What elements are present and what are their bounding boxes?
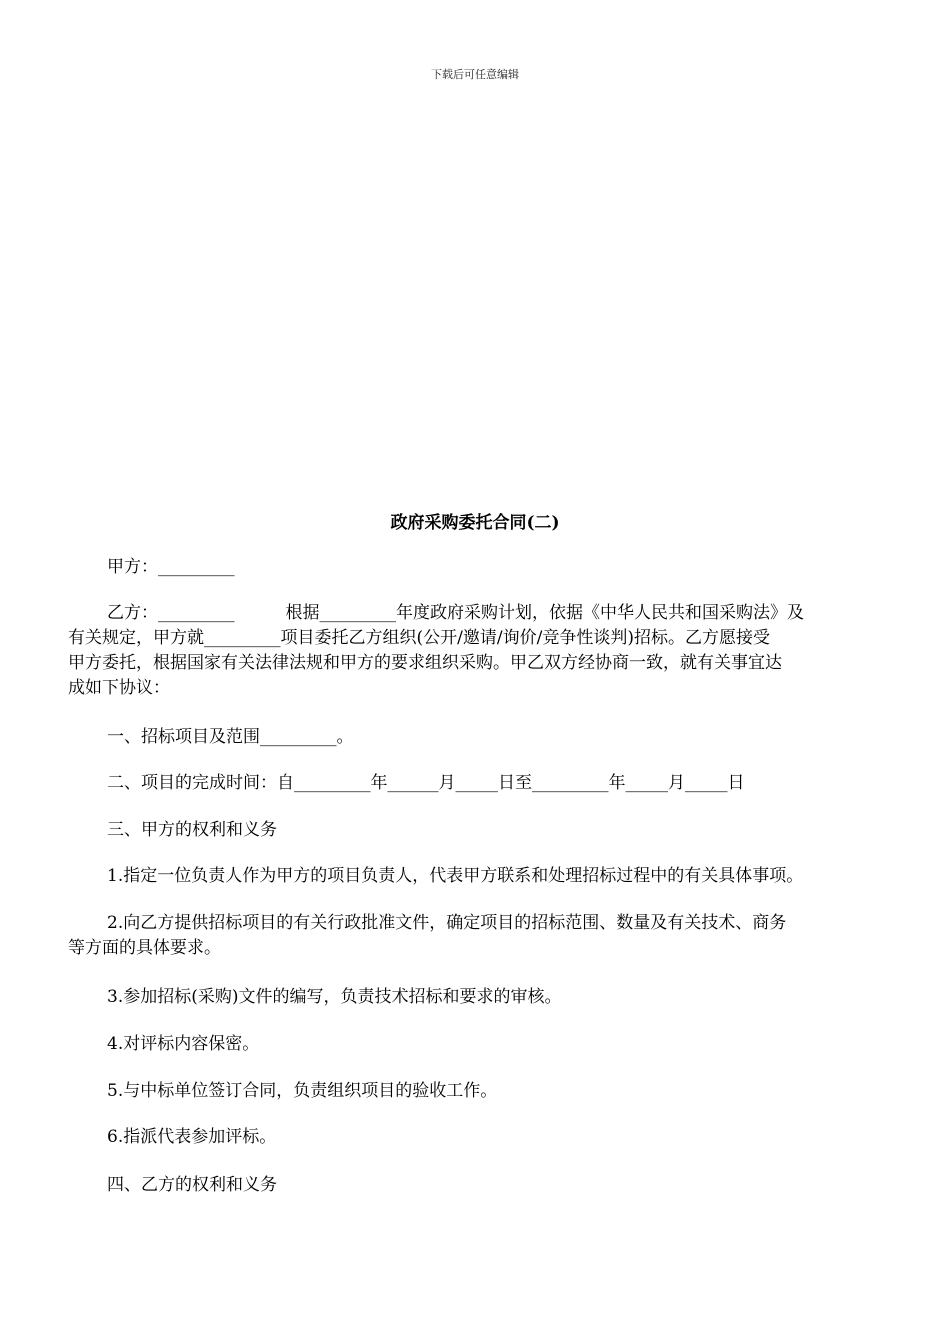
party-a-item-2-line-1: 2.向乙方提供招标项目的有关行政批准文件，确定项目的招标范围、数量及有关技术、商务	[107, 913, 787, 933]
party-b-line-1: 乙方：_________ 根据_________年度政府采购计划，依据《中华人民共和国采购法》及	[107, 603, 804, 623]
party-a-item-2	[68, 911, 888, 961]
party-b-line-2: 有关规定，甲方就_________项目委托乙方组织(公开/邀请/询价/竞争性谈判)招标。乙方愿接受	[68, 628, 770, 648]
party-b-line-3: 甲方委托，根据国家有关法律法规和甲方的要求组织采购。甲乙双方经协商一致，就有关事宜达	[68, 653, 782, 673]
party-a-item-1: 1.指定一位负责人作为甲方的项目负责人，代表甲方联系和处理招标过程中的有关具体事项。	[107, 866, 804, 886]
clause-party-a-rights: 三、甲方的权利和义务	[107, 820, 277, 840]
party-a-item-6: 6.指派代表参加评标。	[107, 1127, 277, 1147]
party-a-item-5: 5.与中标单位签订合同，负责组织项目的验收工作。	[107, 1081, 498, 1101]
header-note: 下载后可任意编辑	[431, 68, 519, 81]
party-a-line: 甲方：_________	[107, 557, 235, 577]
party-b-paragraph	[68, 601, 888, 701]
party-a-item-2-line-2: 等方面的具体要求。	[68, 938, 221, 958]
clause-scope: 一、招标项目及范围_________。	[107, 727, 354, 747]
party-a-item-3: 3.参加招标(采购)文件的编写，负责技术招标和要求的审核。	[107, 987, 562, 1007]
party-a-item-4: 4.对评标内容保密。	[107, 1034, 260, 1054]
party-b-line-4: 成如下协议：	[68, 678, 170, 698]
document-title: 政府采购委托合同(二)	[390, 513, 560, 533]
clause-completion-time: 二、项目的完成时间：自_________年______月_____日至_________年_____月_____日	[107, 773, 745, 793]
clause-party-b-rights: 四、乙方的权利和义务	[107, 1175, 277, 1195]
